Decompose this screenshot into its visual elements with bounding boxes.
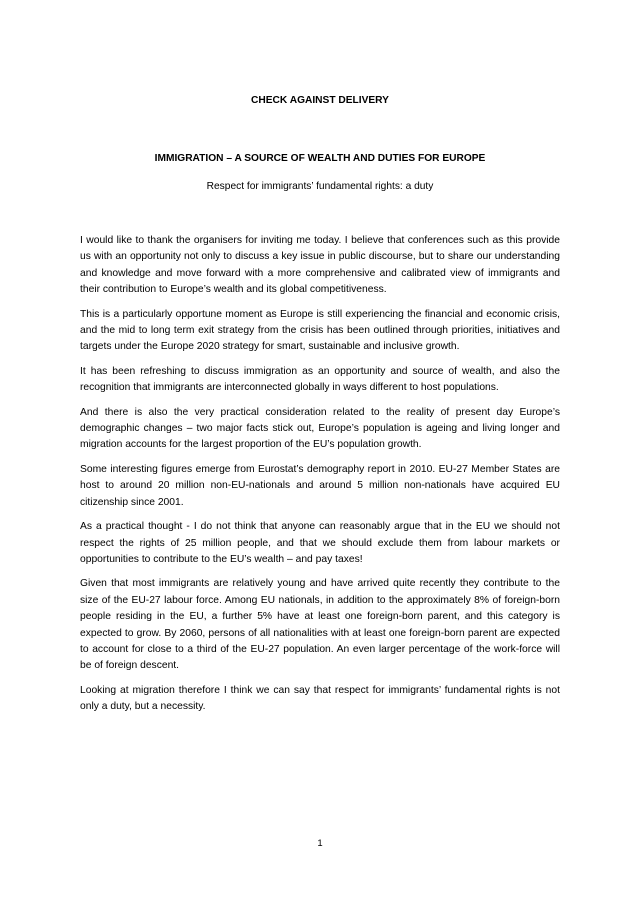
paragraph: Some interesting figures emerge from Eurostat’s demography report in 2010. EU-27 Member States are host to around 20 million non-EU-nationals and around 5 million non-nationals have acquired EU citizenship since 2001. xyxy=(80,463,560,508)
document-subtitle: Respect for immigrants’ fundamental rights: a duty xyxy=(206,181,434,192)
paragraph: It has been refreshing to discuss immigration as an opportunity and source of wealth, and also the recognition that immigrants are interconnected globally in ways different to host populations. xyxy=(80,365,560,394)
paragraph: As a practical thought - I do not think that anyone can reasonably argue that in the EU we should not respect the rights of 25 million people, and that we should exclude them from labour markets or opportunities to contribute to the EU’s wealth – and pay taxes! xyxy=(80,521,560,565)
paragraph: Given that most immigrants are relatively young and have arrived quite recently they contribute to the size of the EU-27 labour force. Among EU nationals, in addition to the approximately 8% of foreign-born people residing in the EU, a further 5% have at least one foreign-born parent, and this category is expected to grow. By 2060, persons of all nationalities with at least one foreign-born parent are expected to account for close to a third of the EU-27 population. An even larger percentage of the work-force will be of foreign descent. xyxy=(80,578,560,672)
paragraph: And there is also the very practical consideration related to the reality of present day Europe’s demographic changes – two major facts stick out, Europe’s population is ageing and living longer and migration accounts for the largest proportion of the EU’s population growth. xyxy=(80,406,560,451)
document-body xyxy=(80,233,560,724)
paragraph: I would like to thank the organisers for inviting me today. I believe that conferences such as this provide us with an opportunity not only to discuss a key issue in public discourse, but to share our understanding and knowledge and move forward with a more comprehensive and calibrated view of immigrants and their contribution to Europe’s wealth and its global competitiveness. xyxy=(80,235,560,296)
paragraph: Looking at migration therefore I think we can say that respect for immigrants’ fundamental rights is not only a duty, but a necessity. xyxy=(80,684,560,713)
paragraph: This is a particularly opportune moment as Europe is still experiencing the financial and economic crisis, and the mid to long term exit strategy from the crisis has been outlined through priorities, initiatives and targets under the Europe 2020 strategy for smart, sustainable and inclusive growth. xyxy=(80,308,560,353)
delivery-note: CHECK AGAINST DELIVERY xyxy=(251,95,389,106)
document-title: IMMIGRATION – A SOURCE OF WEALTH AND DUTIES FOR EUROPE xyxy=(154,153,486,164)
page-number: 1 xyxy=(317,838,323,849)
